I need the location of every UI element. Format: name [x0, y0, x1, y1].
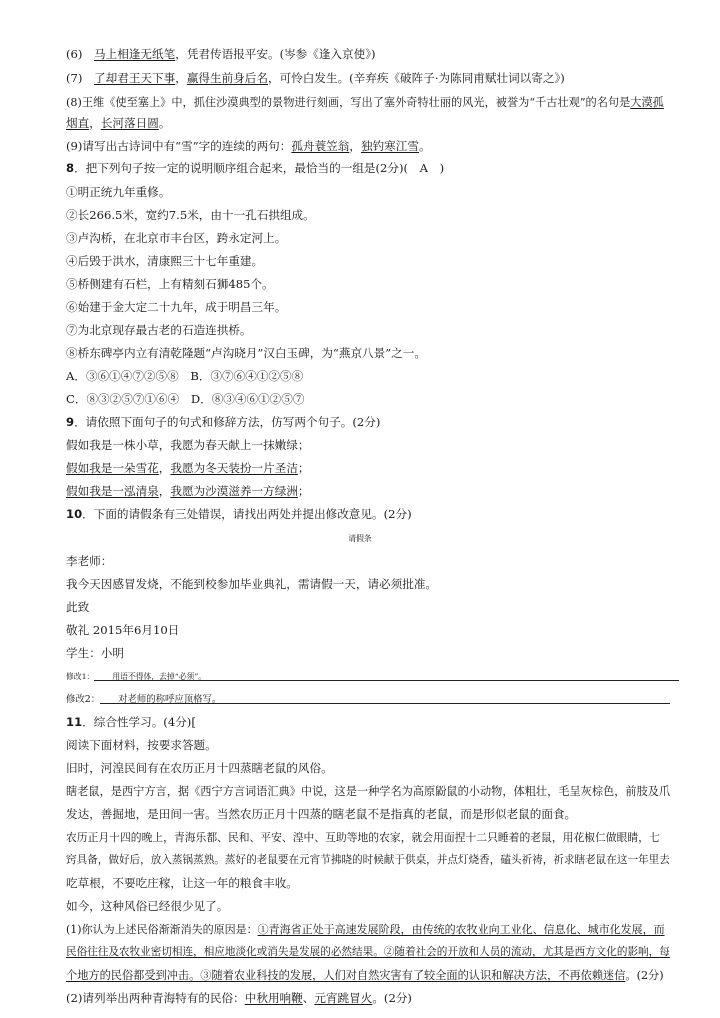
q9-answer-row-2: 假如我是一泓清泉，我愿为沙漠滋养一方绿洲； [66, 484, 310, 498]
q8-option-a: A．③⑥①④⑦②⑤⑧ [66, 369, 179, 383]
leave-note-salutation: 李老师： [66, 554, 113, 568]
q10-stem [66, 507, 670, 522]
q10-fix1-label: 修改1： [66, 672, 95, 681]
leave-note-title: 请假条 [348, 534, 372, 543]
q11-paragraph-3c: 吃草根，不要吃庄稼，让这一年的粮食丰收。 [66, 876, 298, 890]
q11-sub1-line2 [66, 945, 670, 960]
q9poem-text: (9)请写出古诗词中有“雪”字的连续的两句： [66, 139, 292, 153]
q8-item-4: ④后毁于洪水，清康熙三十七年重建。 [66, 254, 264, 268]
q8poem-line2: 烟直，长河落日圆。 [66, 116, 171, 130]
q11-stem [66, 715, 670, 730]
q8-stem-text: ．把下列句子按一定的说明顺序组合起来，最恰当的一组是(2分)( A ) [74, 161, 445, 175]
q11-sub2-prompt: (2)请列举出两种青海特有的民俗： [66, 991, 245, 1005]
q9-number: 9 [66, 415, 75, 429]
q11-sub2-points: 。(2分) [372, 991, 412, 1005]
q11-sub2-answer-2: 元宵跳冒火 [314, 991, 373, 1005]
q8-options-ab [66, 369, 670, 384]
q8-option-b: B．③⑦⑥④①②⑤⑧ [190, 369, 304, 383]
q6-text: ，凭君传语报平安。(岑参《逢入京使》) [175, 47, 376, 61]
q11-sub1-answer-c: 个地方的民俗都受到冲击。③随着农业科技的发展，人们对自然灾害有了较全面的认识和解决方法，不再依赖迷信 [66, 969, 626, 982]
q9-answer-row-1: 假如我是一朵雪花，我愿为冬天装扮一片圣洁； [66, 461, 310, 475]
q8-item-6: ⑥始建于金大定二十九年，成于明昌三年。 [66, 300, 287, 314]
leave-note-signature: 学生：小明 [66, 646, 124, 660]
q8-option-c: C．⑧③②⑤⑦①⑥④ [66, 392, 180, 406]
q7-answer-2: 赢得生前身后名 [186, 71, 268, 85]
q11-sub1-line1 [66, 922, 670, 937]
q10-fix2-answer: 对老师的称呼应顶格写。 [118, 694, 222, 705]
q6-line [66, 47, 670, 62]
q9poem-answer-2: 独钓寒江雪 [360, 139, 419, 153]
leave-note-closing-2: 敬礼 2015年6月10日 [66, 623, 180, 637]
q11-sub2-line: (2)请列举出两种青海特有的民俗：中秋用响鞭、元宵跳冒火。(2分) [66, 991, 412, 1005]
q8-option-d: D．⑧③④⑥①②⑤⑦ [190, 392, 305, 406]
q7-label: (7) [66, 71, 83, 85]
q7-text: ，可怜白发生。(辛弃疾《破阵子·为陈同甫赋壮词以寄之》) [268, 71, 565, 85]
q8poem-text: (8)王维《使至塞上》中，抓住沙漠典型的景物进行刻画，写出了塞外奇特壮丽的风光，被誉为“千古壮观”的名句是 [66, 96, 631, 109]
q11-paragraph-2b: 发达，善掘地，是田间一害。当然农历正月十四蒸的瞎老鼠不是指真的老鼠，而是形似老鼠的面食。 [66, 807, 577, 821]
q8-options-cd [66, 392, 670, 407]
q9-row2-answer-2: 我愿为沙漠滋养一方绿洲 [170, 484, 298, 498]
q10-fix1-blank [94, 669, 679, 681]
q11-paragraph-2a: 瞎老鼠，是西宁方言，据《西宁方言词语汇典》中说，这是一种学名为高原鼢鼠的小动物，体粗壮，毛呈灰棕色，前肢及爪 [66, 785, 671, 798]
q10-number: 10 [66, 507, 83, 521]
q11-sub1-answer-b: 民俗往往及农牧业密切相连，相应地淡化或消失是发展的必然结果。②随着社会的开放和人员的流动，尤其是西方文化的影响，每 [66, 946, 670, 958]
q11-sub1-answer-a: ①青海省正处于高速发展阶段，由传统的农牧业向工业化、信息化、城市化发展，而 [257, 923, 665, 936]
q8-item-8: ⑧桥东碑亭内立有清乾隆题“卢沟晓月”汉白玉碑，为“燕京八景”之一。 [66, 346, 426, 360]
q9-stem [66, 415, 670, 430]
q8-item-2: ②长266.5米，宽约7.5米，由十一孔石拱组成。 [66, 208, 315, 222]
q10-fix-1 [66, 669, 670, 684]
q7-answer-1: 了却君王天下事 [94, 71, 176, 85]
q9poem-line: (9)请写出古诗词中有“雪”字的连续的两句：孤舟蓑笠翁，独钓寒江雪。 [66, 139, 431, 153]
q8poem-answer-1b: 烟直 [66, 116, 90, 130]
q7-line: (7) 了却君王天下事，赢得生前身后名，可怜白发生。(辛弃疾《破阵子·为陈同甫赋壮词以寄之》) [66, 71, 565, 85]
q11-paragraph-1: 旧时，河湟民间有在农历正月十四蒸瞎老鼠的风俗。 [66, 761, 333, 775]
q8-item-3: ③卢沟桥，在北京市丰台区，跨永定河上。 [66, 231, 287, 245]
q10-fix2-blank [100, 692, 670, 704]
q11-sub1-line3 [66, 968, 670, 983]
q10-stem-text: ．下面的请假条有三处错误，请找出两处并提出修改意见。(2分) [82, 507, 412, 521]
q6-answer: 马上相逢无纸笔 [94, 47, 176, 61]
q9-example: 假如我是一株小草，我愿为春天献上一抹嫩绿； [66, 438, 310, 452]
q8poem-line1 [66, 95, 670, 110]
q8-number: 8 [66, 161, 75, 175]
q8poem-answer-2: 长河落日圆 [100, 116, 159, 130]
q8-stem [66, 161, 670, 176]
q9-row1-answer-1: 假如我是一朵雪花 [66, 461, 159, 475]
q9poem-answer-1: 孤舟蓑笠翁 [291, 139, 350, 153]
q11-number: 11 [66, 715, 83, 729]
q8poem-answer-1a: 大漠孤 [630, 96, 664, 109]
q8-item-1: ①明正统九年重修。 [66, 185, 171, 199]
q9-row2-answer-1: 假如我是一泓清泉 [66, 484, 159, 498]
q11-sub1-points: 。(2分) [625, 969, 664, 982]
leave-note-closing-1: 此致 [66, 600, 90, 614]
q10-fix-2 [66, 692, 670, 707]
q6-label: (6) [66, 47, 83, 61]
q10-fix1-answer: 用语不得体，去掉“必须”。 [112, 672, 207, 681]
q8-item-5: ⑤桥侧建有石栏，上有精刻石狮485个。 [66, 277, 274, 291]
q11-sub2-answer-1: 中秋用响鞭 [244, 991, 303, 1005]
q11-sub1-prompt: (1)你认为上述民俗渐渐消失的原因是： [66, 923, 258, 936]
leave-note-body: 我今天因感冒发烧，不能到校参加毕业典礼，需请假一天，请必须批准。 [66, 577, 438, 591]
q11-intro: 阅读下面材料，按要求答题。 [66, 738, 217, 752]
q11-paragraph-3b: 窍具备，做好后，放入蒸锅蒸熟。蒸好的老鼠要在元宵节拂晓的时候献于供桌，并点灯烧香，磕头祈祷，祈求瞎老鼠在这一年里去 [66, 854, 670, 866]
q11-stem-text: ．综合性学习。(4分)[ [82, 715, 196, 729]
q11-paragraph-3a: 农历正月十四的晚上，青海乐都、民和、平安、湟中、互助等地的农家，就会用面捏十二只睡着的老鼠，用花椒仁做眼睛，七 [66, 831, 660, 844]
q8-item-7: ⑦为北京现存最古老的石造连拱桥。 [66, 323, 252, 337]
q9-row1-answer-2: 我愿为冬天装扮一片圣洁 [170, 461, 298, 475]
q10-fix2-label: 修改2： [66, 694, 101, 705]
q11-paragraph-4: 如今，这种风俗已经很少见了。 [66, 899, 229, 913]
q9-stem-text: ．请依照下面句子的句式和修辞方法，仿写两个句子。(2分) [74, 415, 381, 429]
